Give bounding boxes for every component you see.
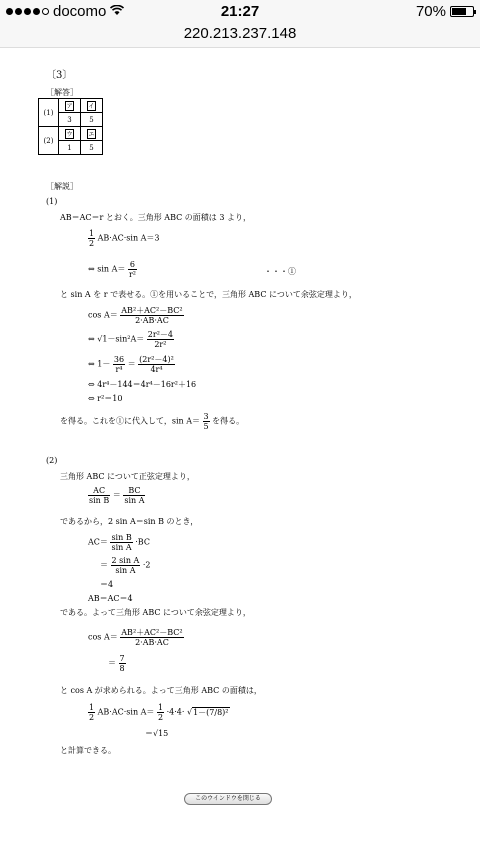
status-bar	[0, 0, 480, 22]
text-line: である。よって三角形 ABC について余弦定理より，	[60, 608, 251, 617]
clock: 21:27	[220, 3, 260, 20]
answer-box: エ	[88, 130, 95, 138]
text-line: と計算できる。	[60, 746, 116, 755]
text-line: と sin A を r で表せる。①を用いることで，三角形 ABC について余弦定理より，	[60, 290, 357, 299]
text-line: 三角形 ABC について正弦定理より，	[60, 472, 195, 481]
equation-line: AB＝AC＝4	[88, 594, 133, 603]
battery-percent: 70%	[415, 3, 446, 20]
part2-label: (2)	[46, 456, 58, 465]
explanation-heading: ［解説］	[46, 182, 78, 191]
equation-line: $\frac{AC}{\text{sin B}}$ ＝ $\frac{BC}{\text{sin A}}$	[89, 486, 145, 505]
equation-line: $\frac{1}{2}$ AB·AC·sin A＝3	[89, 229, 160, 248]
equation-line: AC＝ $\frac{\text{sin B}}{\text{sin A}}$ ·BC	[88, 533, 150, 552]
battery-icon	[450, 6, 474, 17]
battery-area	[416, 3, 474, 20]
problem-number: 〔3〕	[46, 70, 73, 81]
address-bar[interactable]: 220.213.237.148	[0, 22, 480, 48]
equation-line: $\frac{1}{2}$ AB·AC·sin A＝ $\frac{1}{2}$ ·4·4· √1－(7/8)²	[89, 703, 229, 722]
answer-table	[38, 98, 103, 155]
part1-label: (1)	[46, 197, 58, 206]
answer-value: 5	[81, 113, 103, 127]
equation-line: ⇔ 1－ $\frac{36}{\text{r⁴}}$ ＝ $\frac{\text{(2r²－4)²}}{\text{4r⁴}}$	[88, 355, 174, 374]
equation-line: cos A＝ $\frac{\text{AB²＋AC²－BC²}}{2\cdot AB\cdot AC}$	[88, 628, 183, 647]
equation-mark: ・・・①	[264, 267, 296, 276]
text-line: AB＝AC＝r とおく。三角形 ABC の面積は 3 より，	[60, 213, 251, 222]
answer-value: 5	[81, 141, 103, 155]
text-line: であるから，2 sin A＝sin B のとき，	[60, 517, 199, 526]
text-line: と cos A が求められる。よって三角形 ABC の面積は，	[60, 686, 262, 695]
answer-label-2: (2)	[39, 127, 59, 155]
document-page	[0, 48, 480, 854]
equation-line: ⇔ r²＝10	[88, 394, 123, 403]
answer-box: イ	[88, 102, 95, 110]
answer-box: ウ	[66, 130, 73, 138]
equation-line: ⇔ sin A＝ $\frac{6}{\text{r²}}$	[88, 260, 136, 279]
answer-heading: ［解答］	[46, 88, 78, 97]
answer-value: 1	[59, 141, 81, 155]
text-line: を得る。これを①に代入して，sin A＝ $\frac{3}{5}$ を得る。	[60, 412, 245, 431]
equation-line: cos A＝ $\frac{\text{AB²＋AC²－BC²}}{2\cdot AB\cdot AC}$	[88, 306, 183, 325]
answer-box: ア	[66, 102, 73, 110]
equation-line: ＝4	[100, 580, 114, 589]
equation-line: ＝ $\frac{7}{8}$	[108, 654, 125, 673]
carrier-label: docomo	[53, 3, 107, 20]
equation-line: ＝ $\frac{\text{2 sin A}}{\text{sin A}}$ ·2	[100, 556, 151, 575]
answer-label-1: (1)	[39, 99, 59, 127]
answer-value: 3	[59, 113, 81, 127]
close-window-button[interactable]: このウインドウを閉じる	[184, 793, 272, 805]
equation-line: ＝√15	[145, 729, 169, 738]
equation-line: ⇔ 4r⁴－144＝4r⁴－16r²＋16	[88, 380, 197, 389]
equation-line: ⇔ √1－sin²A＝ $\frac{\text{2r²－4}}{\text{2r²}}$	[88, 330, 173, 349]
